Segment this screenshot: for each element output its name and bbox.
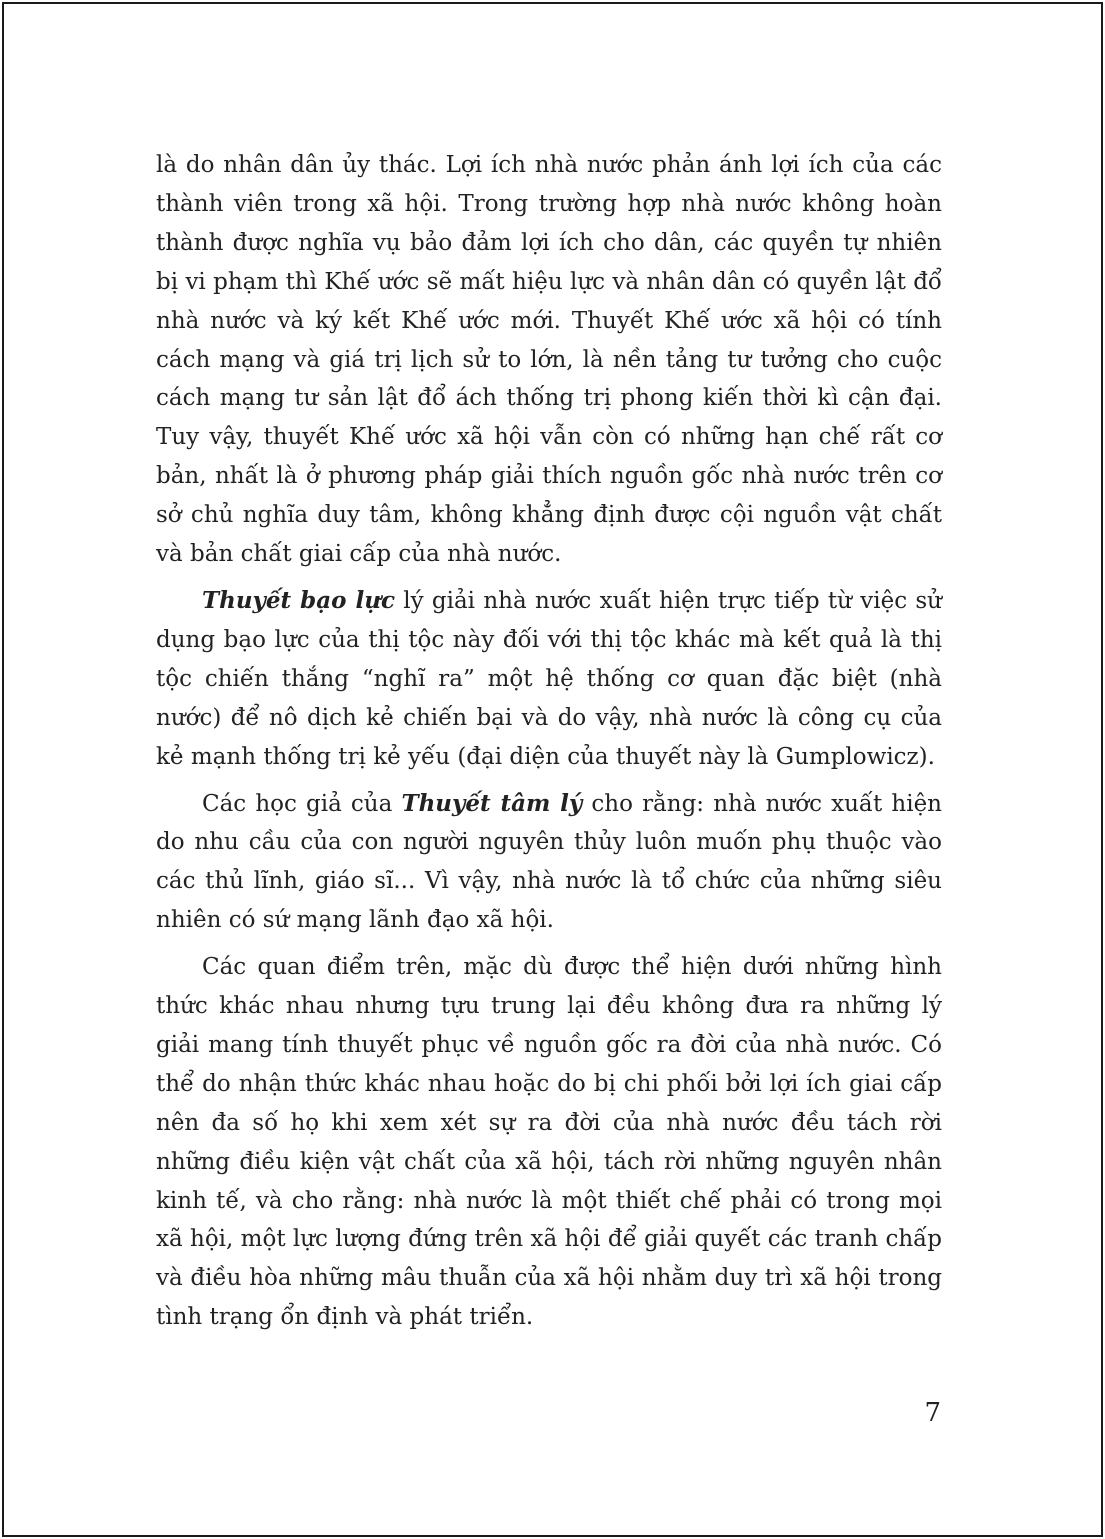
page-number: 7 [924,1398,941,1428]
paragraph-text: cho rằng: nhà nước xuất hiện do nhu cầu của con người nguyên thủy luôn muốn phụ thuộc vào các thủ lĩnh, giáo sĩ... Vì vậy, nhà nước là tổ chức của những siêu nhiên có sứ mạng lãnh đạo xã hội. [156,790,942,934]
paragraph-psychology-theory [156,785,942,941]
term-psychology-theory: Thuyết tâm lý [401,789,583,817]
paragraph-violence-theory [156,582,942,777]
term-violence-theory: Thuyết bạo lực [202,586,395,614]
paragraph-summary [156,948,942,1337]
paragraph-text: lý giải nhà nước xuất hiện trực tiếp từ việc sử dụng bạo lực của thị tộc này đối với thị tộc khác mà kết quả là thị tộc chiến thắng “nghĩ ra” một hệ thống cơ quan đặc biệt (nhà nước) để nô dịch kẻ chiến bại và do vậy, nhà nước là công cụ của kẻ mạnh thống trị kẻ yếu (đại diện của thuyết này là Gumplowicz). [156,587,942,770]
paragraph-text: Các quan điểm trên, mặc dù được thể hiện dưới những hình thức khác nhau nhưng tựu trung lại đều không đưa ra những lý giải mang tính thuyết phục về nguồn gốc ra đời của nhà nước. Có thể do nhận thức khác nhau hoặc do bị chi phối bởi lợi ích giai cấp nên đa số họ khi xem xét sự ra đời của nhà nước đều tách rời những điều kiện vật chất của xã hội, tách rời những nguyên nhân kinh tế, và cho rằng: nhà nước là một thiết chế phải có trong mọi xã hội, một lực lượng đứng trên xã hội để giải quyết các tranh chấp và điều hòa những mâu thuẫn của xã hội nhằm duy trì xã hội trong tình trạng ổn định và phát triển. [156,954,942,1331]
body-text [156,146,942,1345]
paragraph-lead-text: Các học giả của [202,790,402,817]
paragraph-text: là do nhân dân ủy thác. Lợi ích nhà nước phản ánh lợi ích của các thành viên trong xã hội. Trong trường hợp nhà nước không hoàn thành được nghĩa vụ bảo đảm lợi ích cho dân, các quyền tự nhiên bị vi phạm thì Khế ước sẽ mất hiệu lực và nhân dân có quyền lật đổ nhà nước và ký kết Khế ước mới. Thuyết Khế ước xã hội có tính cách mạng và giá trị lịch sử to lớn, là nền tảng tư tưởng cho cuộc cách mạng tư sản lật đổ ách thống trị phong kiến thời kì cận đại. Tuy vậy, thuyết Khế ước xã hội vẫn còn có những hạn chế rất cơ bản, nhất là ở phương pháp giải thích nguồn gốc nhà nước trên cơ sở chủ nghĩa duy tâm, không khẳng định được cội nguồn vật chất và bản chất giai cấp của nhà nước. [156,152,942,568]
paragraph-social-contract-continued [156,146,942,574]
